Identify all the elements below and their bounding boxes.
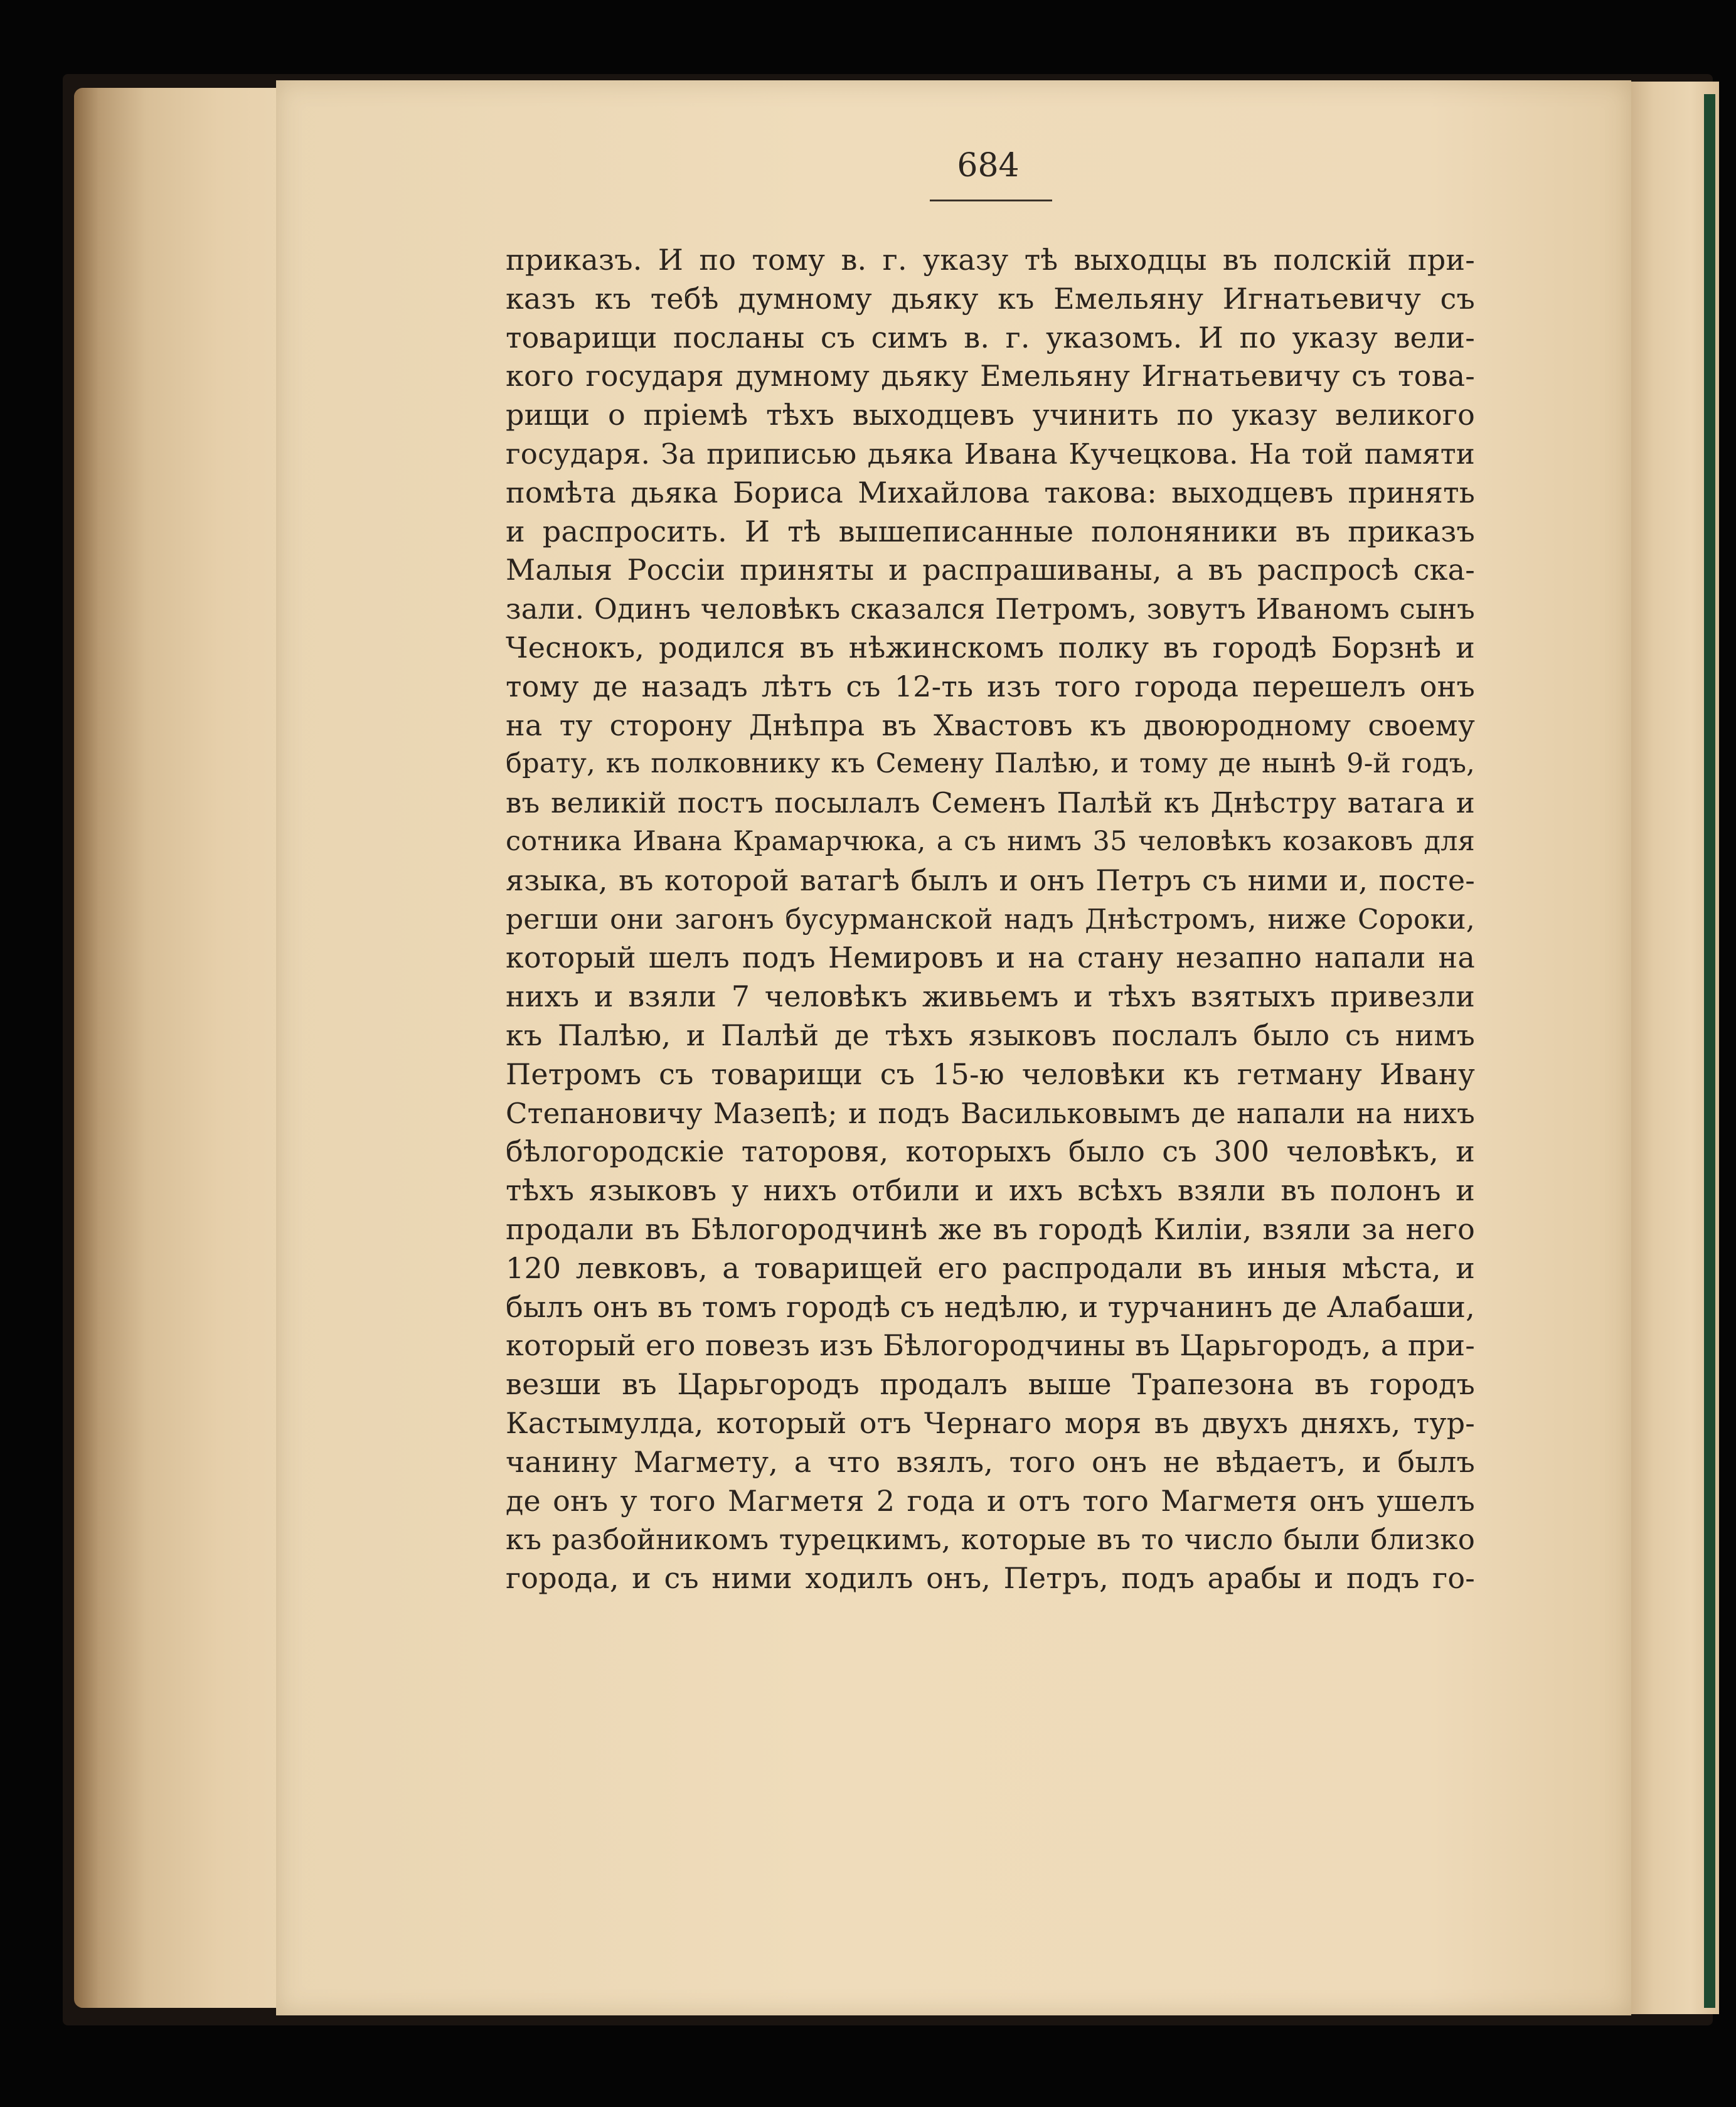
- text-line: казъ къ тебѣ думному дьяку къ Емельяну Игнатьевичу съ: [506, 281, 1475, 316]
- text-line: 120 левковъ, а товарищей его распродали въ иныя мѣста, и: [506, 1251, 1475, 1285]
- text-line: приказъ. И по тому в. г. указу тѣ выходцы въ полскій при-: [506, 243, 1475, 277]
- text-line: рищи о пріемѣ тѣхъ выходцевъ учинить по указу великого: [506, 398, 1475, 432]
- text-line: тѣхъ языковъ у нихъ отбили и ихъ всѣхъ взяли въ полонъ и: [506, 1173, 1475, 1208]
- text-line: въ великій постъ посылалъ Семенъ Палѣй къ Днѣстру ватага и: [506, 786, 1475, 820]
- text-line: продали въ Бѣлогородчинѣ же въ городѣ Киліи, взяли за него: [506, 1212, 1475, 1246]
- text-line: зали. Одинъ человѣкъ сказался Петромъ, зовутъ Иваномъ сынъ: [506, 592, 1475, 626]
- text-line: Петромъ съ товарищи съ 15-ю человѣки къ гетману Ивану: [506, 1057, 1475, 1091]
- text-line: языка, въ которой ватагѣ былъ и онъ Петръ съ ними и, посте-: [506, 863, 1475, 897]
- text-line: брату, къ полковнику къ Семену Палѣю, и тому де нынѣ 9-й годъ,: [506, 748, 1475, 780]
- text-line: бѣлогородскіе таторовя, которыхъ было съ 300 человѣкъ, и: [506, 1134, 1475, 1169]
- text-line: и распросить. И тѣ вышеписанные полоняники въ приказъ: [506, 514, 1475, 548]
- text-line: Кастымулда, который отъ Чернаго моря въ двухъ дняхъ, тур-: [506, 1406, 1475, 1440]
- text-line: сотника Ивана Крамарчюка, а съ нимъ 35 человѣкъ козаковъ для: [506, 825, 1475, 857]
- page-body-text: [506, 241, 1475, 1778]
- text-line: де онъ у того Магметя 2 года и отъ того Магметя онъ ушелъ: [506, 1483, 1475, 1518]
- text-line: кого государя думному дьяку Емельяну Игнатьевичу съ това-: [506, 359, 1475, 393]
- text-line: чанину Магмету, а что взялъ, того онъ не вѣдаетъ, и былъ: [506, 1444, 1475, 1479]
- text-line: къ Палѣю, и Палѣй де тѣхъ языковъ послалъ было съ нимъ: [506, 1018, 1475, 1052]
- text-line: который шелъ подъ Немировъ и на стану незапно напали на: [506, 941, 1475, 975]
- text-line: тому де назадъ лѣтъ съ 12-ть изъ того города перешелъ онъ: [506, 669, 1475, 703]
- text-line: Чеснокъ, родился въ нѣжинскомъ полку въ городѣ Борзнѣ и: [506, 630, 1475, 664]
- left-page-edge: [74, 88, 281, 2008]
- text-line: къ разбойникомъ турецкимъ, которые въ то число были близко: [506, 1523, 1475, 1557]
- text-line: помѣта дьяка Бориса Михайлова такова: выходцевъ принять: [506, 475, 1475, 509]
- text-line: на ту сторону Днѣпра въ Хвастовъ къ двоюродному своему: [506, 708, 1475, 742]
- text-line: нихъ и взяли 7 человѣкъ живьемъ и тѣхъ взятыхъ привезли: [506, 979, 1475, 1014]
- text-line: былъ онъ въ томъ городѣ съ недѣлю, и турчанинъ де Алабаши,: [506, 1289, 1475, 1324]
- text-line: города, и съ ними ходилъ онъ, Петръ, подъ арабы и подъ го-: [506, 1561, 1475, 1596]
- text-line: который его повезъ изъ Бѣлогородчины въ Царьгородъ, а при-: [506, 1328, 1475, 1363]
- text-line: Малыя Россіи приняты и распрашиваны, а въ распросѣ ска-: [506, 553, 1475, 587]
- page-number-rule: [930, 200, 1052, 201]
- text-line: регши они загонъ бусурманской надъ Днѣстромъ, ниже Сороки,: [506, 903, 1475, 936]
- text-line: везши въ Царьгородъ продалъ выше Трапезона въ городъ: [506, 1367, 1475, 1402]
- right-binding-strip: [1704, 94, 1715, 2008]
- text-line: Степановичу Мазепѣ; и подъ Васильковымъ де напали на нихъ: [506, 1096, 1475, 1130]
- text-line: товарищи посланы съ симъ в. г. указомъ. И по указу вели-: [506, 320, 1475, 355]
- text-line: государя. За приписью дьяка Ивана Кучецкова. На той памяти: [506, 437, 1475, 471]
- page-number: 684: [957, 147, 1020, 184]
